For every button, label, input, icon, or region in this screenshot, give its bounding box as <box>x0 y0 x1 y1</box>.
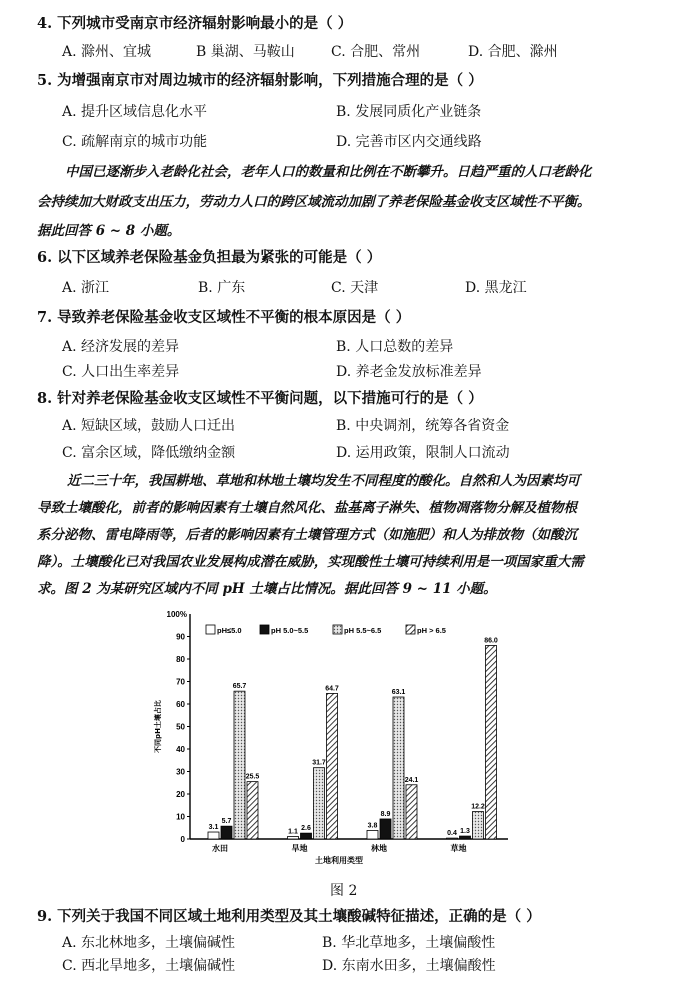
bar-value-label: 1.1 <box>288 828 298 836</box>
bar <box>208 832 219 839</box>
bar <box>327 693 338 839</box>
bar <box>460 836 471 839</box>
soil-ph-bar-chart <box>154 604 518 874</box>
bar-value-label: 24.1 <box>404 776 419 784</box>
category-label: 林地 <box>371 844 387 853</box>
bar-value-label: 31.7 <box>312 759 326 767</box>
x-axis-label: 土地利用类型 <box>315 856 363 865</box>
passage-2-line-1: 近二三十年，我国耕地、草地和林地土壤均发生不同程度的酸化。自然和人为因素均可 <box>67 473 580 489</box>
bar-value-label: 25.5 <box>245 773 260 781</box>
y-tick-label: 60 <box>176 700 185 709</box>
legend-label: pH≤5.0 <box>217 626 242 635</box>
bar-value-label: 1.3 <box>460 828 470 836</box>
bar <box>247 782 258 839</box>
y-tick-label: 40 <box>176 745 185 754</box>
question-4-stem: 4. 下列城市受南京市经济辐射影响最小的是（ ） <box>37 15 353 32</box>
category-label: 草地 <box>450 844 467 853</box>
q5-option-c: C. 疏解南京的城市功能 <box>62 134 208 150</box>
bar-value-label: 3.8 <box>367 822 378 830</box>
question-5-stem: 5. 为增强南京市对周边城市的经济辐射影响，下列措施合理的是（ ） <box>37 72 483 89</box>
legend-swatch <box>260 625 269 634</box>
q6-option-a: A. 浙江 <box>62 280 110 296</box>
q7-option-d: D. 养老金发放标准差异 <box>336 364 482 380</box>
q8-option-b: B. 中央调剂，统筹各省资金 <box>336 418 510 434</box>
bar-value-label: 2.6 <box>301 825 311 833</box>
q9-option-c: C. 西北旱地多，土壤偏碱性 <box>62 958 236 974</box>
passage-2-line-4: 降）。土壤酸化已对我国农业发展构成潜在威胁，实现酸性土壤可持续利用是一项国家重大需 <box>37 554 584 570</box>
bar <box>486 646 497 840</box>
bar <box>447 838 458 839</box>
bar-value-label: 5.7 <box>221 818 232 826</box>
passage-2-line-5: 求。图 2 为某研究区域内不同 pH 土壤占比情况。据此回答 9 ~ 11 小题。 <box>37 581 497 597</box>
q4-option-d: D. 合肥、滁州 <box>468 44 558 60</box>
legend-swatch <box>333 625 342 634</box>
q9-option-a: A. 东北林地多，土壤偏碱性 <box>62 935 236 951</box>
legend-label: pH 5.5~6.5 <box>344 626 382 635</box>
y-axis-label: 不同pH土壤占比 <box>154 700 162 753</box>
passage-2-line-2: 导致土壤酸化，前者的影响因素有土壤自然风化、盐基离子淋失、植物凋落物分解及植物根 <box>37 500 577 516</box>
bar <box>301 833 312 839</box>
question-9-stem: 9. 下列关于我国不同区域土地利用类型及其土壤酸碱特征描述，正确的是（ ） <box>37 908 541 925</box>
q4-option-c: C. 合肥、常州 <box>331 44 421 60</box>
bar-value-label: 12.2 <box>471 803 485 811</box>
bar <box>221 826 232 839</box>
figure-caption: 图 2 <box>330 883 358 899</box>
y-tick-label: 90 <box>176 632 185 642</box>
category-label: 旱地 <box>291 844 308 853</box>
q7-option-b: B. 人口总数的差异 <box>336 339 454 355</box>
category-label: 水田 <box>212 844 228 853</box>
bar-value-label: 8.9 <box>380 810 391 818</box>
y-top-label: 100% <box>166 610 187 619</box>
q4-option-a: A. 滁州、宜城 <box>62 44 152 60</box>
q8-option-a: A. 短缺区域，鼓励人口迁出 <box>62 418 236 434</box>
bar-value-label: 63.1 <box>391 689 406 697</box>
question-7-stem: 7. 导致养老保险基金收支区域性不平衡的根本原因是（ ） <box>37 309 411 326</box>
y-tick-label: 20 <box>176 790 185 799</box>
y-tick-label: 70 <box>176 677 185 687</box>
bar <box>473 812 484 839</box>
q7-option-c: C. 人口出生率差异 <box>62 364 180 380</box>
bar <box>406 785 417 839</box>
q6-option-b: B. 广东 <box>198 280 246 296</box>
passage-1-line-3: 据此回答 6 ~ 8 小题。 <box>37 223 181 239</box>
y-tick-label: 80 <box>176 655 185 664</box>
bar-value-label: 65.7 <box>232 683 247 691</box>
bar <box>367 830 378 839</box>
q8-option-c: C. 富余区域，降低缴纳金额 <box>62 445 236 461</box>
bar <box>234 691 245 839</box>
legend-label: pH 5.0~5.5 <box>271 626 309 635</box>
legend-swatch <box>406 625 415 634</box>
legend-label: pH > 6.5 <box>417 626 446 635</box>
bar-value-label: 0.4 <box>447 830 457 838</box>
q6-option-d: D. 黑龙江 <box>465 280 527 296</box>
bar-value-label: 3.1 <box>208 824 219 832</box>
passage-1-line-2: 会持续加大财政支出压力，劳动力人口的跨区域流动加剧了养老保险基金收支区域性不平衡。 <box>37 194 591 210</box>
q7-option-a: A. 经济发展的差异 <box>62 339 180 355</box>
bar <box>288 837 299 839</box>
q5-option-a: A. 提升区域信息化水平 <box>62 104 208 120</box>
bar-value-label: 64.7 <box>325 685 339 693</box>
q9-option-d: D. 东南水田多，土壤偏酸性 <box>322 958 496 974</box>
q8-option-d: D. 运用政策，限制人口流动 <box>336 445 510 461</box>
q4-option-b: B 巢湖、马鞍山 <box>196 44 295 60</box>
y-tick-label: 0 <box>180 835 185 844</box>
question-8-stem: 8. 针对养老保险基金收支区域性不平衡问题，以下措施可行的是（ ） <box>37 390 483 407</box>
q9-option-b: B. 华北草地多，土壤偏酸性 <box>322 935 496 951</box>
bar <box>393 697 404 839</box>
q5-option-d: D. 完善市区内交通线路 <box>336 134 482 150</box>
bar <box>380 819 391 839</box>
bar-value-label: 86.0 <box>484 637 498 645</box>
q5-option-b: B. 发展同质化产业链条 <box>336 104 482 120</box>
bar <box>314 768 325 839</box>
passage-2-line-3: 系分泌物、雷电降雨等，后者的影响因素有土壤管理方式（如施肥）和人为排放物（如酸沉 <box>37 527 577 543</box>
y-tick-label: 10 <box>176 812 185 822</box>
question-6-stem: 6. 以下区域养老保险基金负担最为紧张的可能是（ ） <box>37 249 382 266</box>
q6-option-c: C. 天津 <box>331 280 379 296</box>
legend-swatch <box>206 625 215 634</box>
y-tick-label: 30 <box>176 767 185 777</box>
y-tick-label: 50 <box>176 722 185 732</box>
passage-1-line-1: 中国已逐渐步入老龄化社会，老年人口的数量和比例在不断攀升。日趋严重的人口老龄化 <box>65 164 592 180</box>
